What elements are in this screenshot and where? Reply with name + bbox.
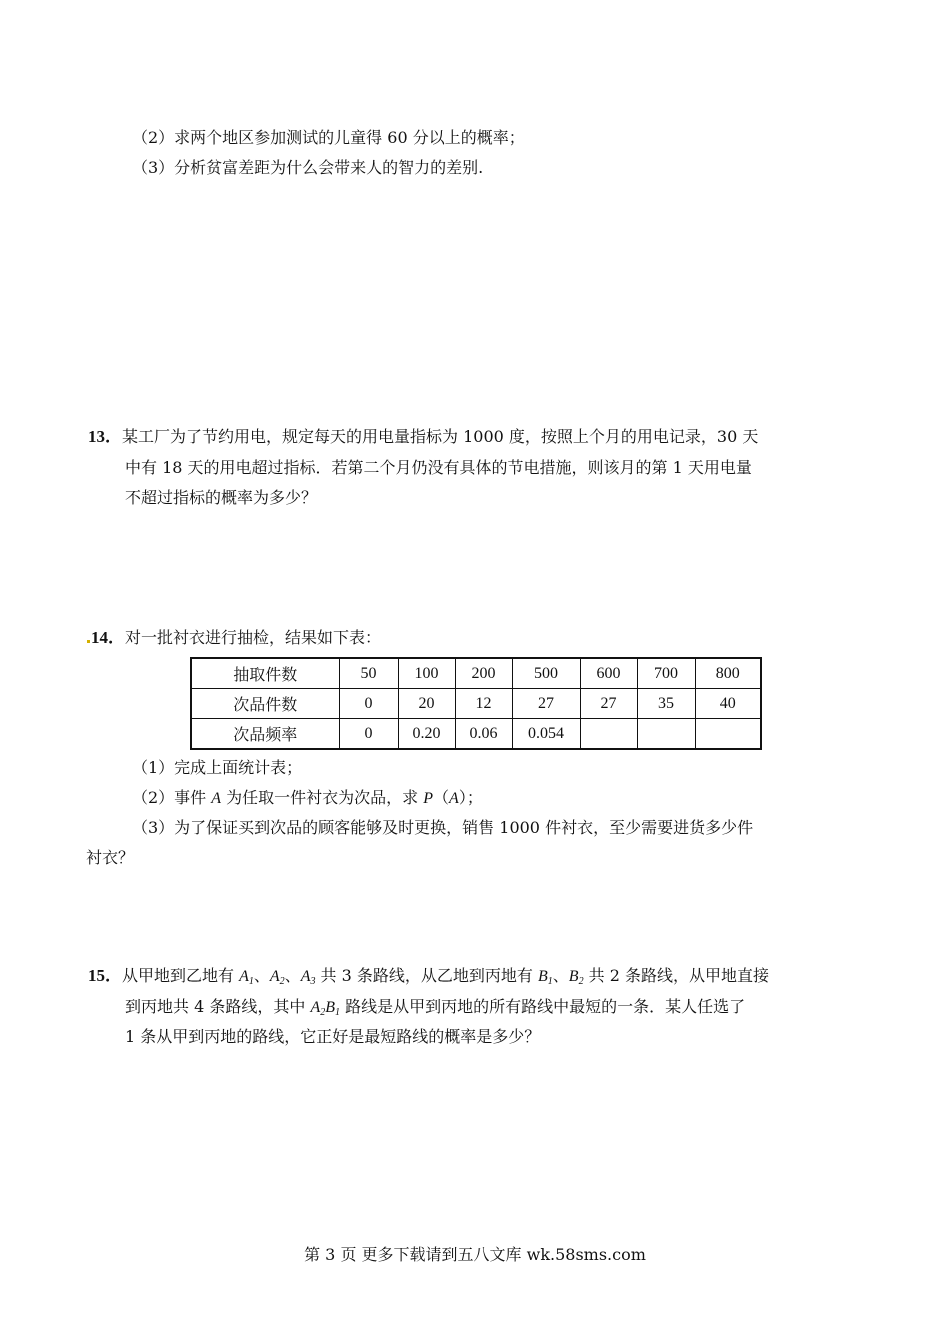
event-a: A [449, 790, 459, 807]
table-cell: 0 [339, 719, 398, 750]
table-row [191, 658, 761, 689]
q15-line1 [88, 966, 769, 992]
table-cell: 50 [339, 658, 398, 689]
row-label: 次品件数 [191, 689, 339, 719]
table-cell: 12 [455, 689, 512, 719]
route-a2b1: $A_2B_1$ [310, 999, 341, 1018]
table-cell: 40 [695, 689, 761, 719]
q13-line2: 中有 18 天的用电超过指标．若第二个月仍没有具体的节电措施，则该月的第 1 天用电量 [125, 458, 752, 477]
q12-part2: （2）求两个地区参加测试的儿童得 60 分以上的概率； [132, 128, 525, 147]
edit-mark [87, 640, 90, 643]
table-cell: 35 [637, 689, 695, 719]
q13-number: 13． [88, 427, 122, 446]
text: 共 3 条路线，从乙地到丙地有 [315, 966, 538, 985]
prob-p: P [423, 790, 434, 807]
row-label: 次品频率 [191, 719, 339, 750]
q14-part3-line1: （3）为了保证买到次品的顾客能够及时更换，销售 1000 件衬衣，至少需要进货多少件 [132, 818, 754, 837]
q12-part3: （3）分析贫富差距为什么会带来人的智力的差别. [132, 158, 484, 177]
text: 、 [253, 966, 270, 985]
route-b1: $B_1$ [538, 968, 553, 987]
text: （2）事件 [132, 788, 212, 807]
text: 到丙地共 4 条路线，其中 [125, 997, 311, 1016]
table-cell: 0.20 [398, 719, 455, 750]
table-cell: 600 [580, 658, 637, 689]
q14-part2 [132, 788, 483, 809]
table-cell: 0.054 [512, 719, 580, 750]
table-cell: 200 [455, 658, 512, 689]
q15-line2 [125, 997, 745, 1023]
table-cell: 800 [695, 658, 761, 689]
q15-line3: 1 条从甲到丙地的路线，它正好是最短路线的概率是多少？ [125, 1027, 541, 1046]
table-cell: 0.06 [455, 719, 512, 750]
q14-number: 14． [91, 628, 125, 647]
table-cell: 27 [512, 689, 580, 719]
table-cell [580, 719, 637, 750]
q13-line1 [88, 427, 758, 447]
text: 为任取一件衬衣为次品，求 [221, 788, 424, 807]
q15-number: 15． [88, 966, 122, 985]
table-cell: 0 [339, 689, 398, 719]
text: （ [433, 788, 450, 807]
q14-intro-line [86, 628, 381, 648]
table-cell: 500 [512, 658, 580, 689]
q13-text-1: 某工厂为了节约用电，规定每天的用电量指标为 1000 度，按照上个月的用电记录，30 天 [122, 427, 759, 446]
table-cell: 700 [637, 658, 695, 689]
text: 共 2 条路线，从甲地直接 [583, 966, 770, 985]
route-a3: $A_3$ [300, 968, 316, 987]
table-row [191, 719, 761, 750]
table-cell [695, 719, 761, 750]
text: 、 [552, 966, 569, 985]
text: ）； [458, 788, 483, 807]
table-cell: 100 [398, 658, 455, 689]
table-cell: 20 [398, 689, 455, 719]
text: 路线是从甲到丙地的所有路线中最短的一条．某人任选了 [340, 997, 746, 1016]
route-a2: $A_2$ [269, 968, 285, 987]
q14-part3-line2: 衬衣？ [86, 848, 135, 867]
event-a: A [211, 790, 222, 807]
q14-intro: 对一批衬衣进行抽检，结果如下表： [125, 628, 382, 647]
page-footer: 第 3 页 更多下载请到五八文库 wk.58sms.com [304, 1245, 646, 1264]
text: 从甲地到乙地有 [122, 966, 240, 985]
q14-part1: （1）完成上面统计表； [132, 758, 303, 777]
table-cell [637, 719, 695, 750]
row-label: 抽取件数 [191, 658, 339, 689]
table-row [191, 689, 761, 719]
route-b2: $B_2$ [568, 968, 584, 987]
text: 、 [284, 966, 301, 985]
q13-line3: 不超过指标的概率为多少？ [125, 488, 318, 507]
route-a1: $A_1$ [239, 968, 254, 987]
table-cell: 27 [580, 689, 637, 719]
defect-stats-table [190, 657, 762, 750]
